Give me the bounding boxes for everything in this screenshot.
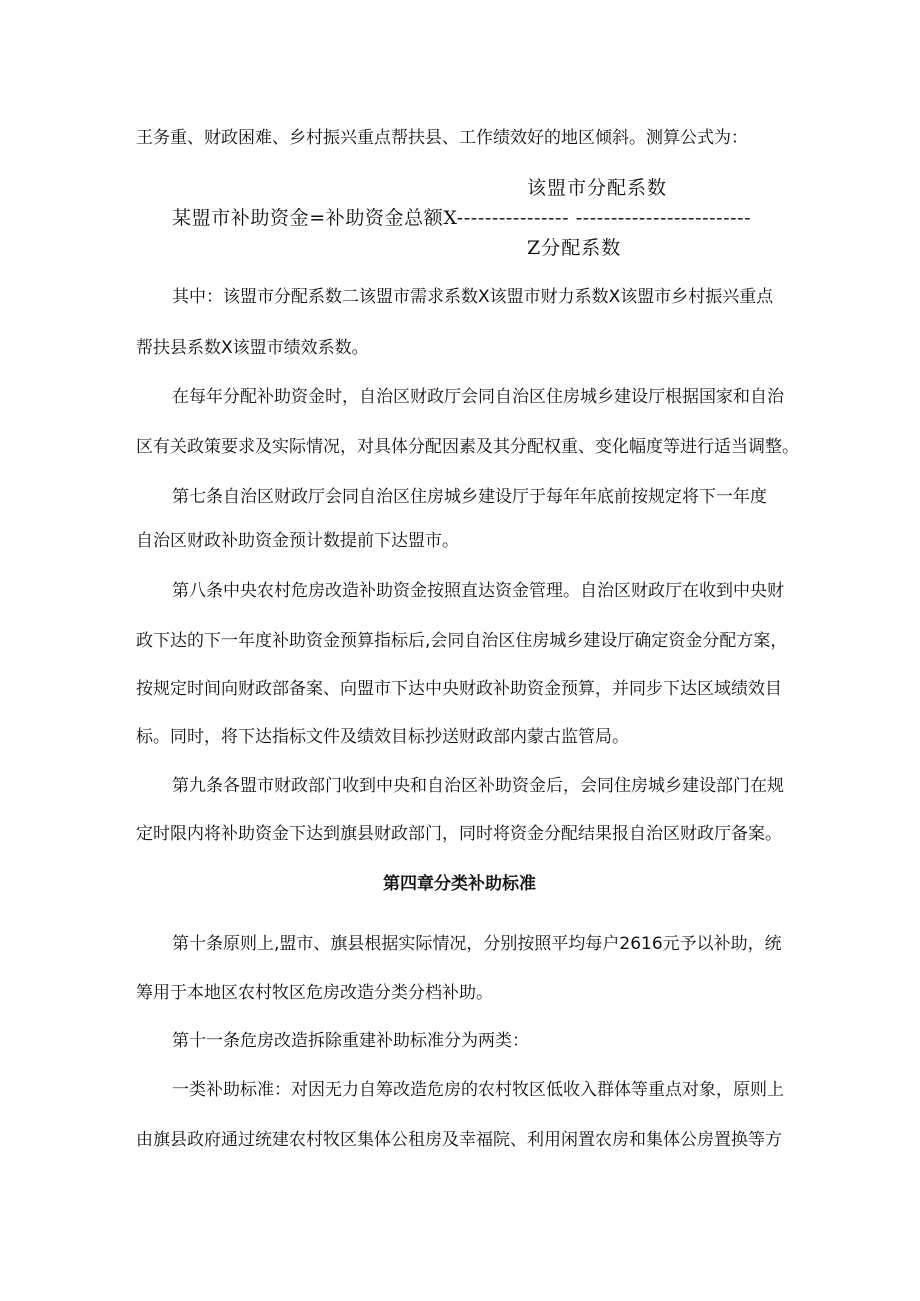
paragraph-line: 其中：该盟市分配系数二该盟市需求系数X该盟市财力系数X该盟市乡村振兴重点 xyxy=(172,287,774,307)
paragraph-line: 筹用于本地区农村牧区危房改造分类分档补助。 xyxy=(136,983,493,1003)
paragraph-line: 政下达的下一年度补助资金预算指标后,会同自治区住房城乡建设厅确定资金分配方案， xyxy=(136,631,788,651)
paragraph-line: 区有关政策要求及实际情况，对具体分配因素及其分配权重、变化幅度等进行适当调整。 xyxy=(136,437,799,457)
paragraph-line: 标。同时，将下达指标文件及绩效目标抄送财政部内蒙古监管局。 xyxy=(136,727,629,747)
paragraph-line: 第八条中央农村危房改造补助资金按照直达资金管理。自治区财政厅在收到中央财 xyxy=(172,581,784,601)
paragraph-line: 按规定时间向财政部备案、向盟市下达中央财政补助资金预算，并同步下达区域绩效目 xyxy=(136,679,782,699)
formula-denominator: Z分配系数 xyxy=(527,237,622,259)
paragraph-line: 第九条各盟市财政部门收到中央和自治区补助资金后，会同住房城乡建设部门在规 xyxy=(172,776,784,796)
paragraph-line: 第十一条危房改造拆除重建补助标准分为两类： xyxy=(172,1031,529,1051)
paragraph-line: 由旗县政府通过统建农村牧区集体公租房及幸福院、利用闲置农房和集体公房置换等方 xyxy=(136,1130,782,1150)
formula-numerator: 该盟市分配系数 xyxy=(527,177,668,199)
paragraph-line: 在每年分配补助资金时，自治区财政厅会同自治区住房城乡建设厅根据国家和自治 xyxy=(172,387,784,407)
paragraph-line: 王务重、财政困难、乡村振兴重点帮扶县、工作绩效好的地区倾斜。测算公式为： xyxy=(136,128,748,148)
chapter-heading: 第四章分类补助标准 xyxy=(383,874,536,894)
paragraph-line: 一类补助标准：对因无力自筹改造危房的农村牧区低收入群体等重点对象，原则上 xyxy=(172,1080,784,1100)
paragraph-line: 帮扶县系数X该盟市绩效系数。 xyxy=(136,338,369,358)
paragraph-line: 自治区财政补助资金预计数提前下达盟市。 xyxy=(136,531,459,551)
formula-main: 某盟市补助资金=补助资金总额X---------------- ------------------------- xyxy=(172,207,752,229)
paragraph-line: 第七条自治区财政厅会同自治区住房城乡建设厅于每年年底前按规定将下一年度 xyxy=(172,487,767,507)
paragraph-line: 定时限内将补助资金下达到旗县财政部门，同时将资金分配结果报自治区财政厅备案。 xyxy=(136,824,782,844)
paragraph-line: 第十条原则上,盟市、旗县根据实际情况，分别按照平均每户2616元予以补助，统 xyxy=(172,934,782,954)
